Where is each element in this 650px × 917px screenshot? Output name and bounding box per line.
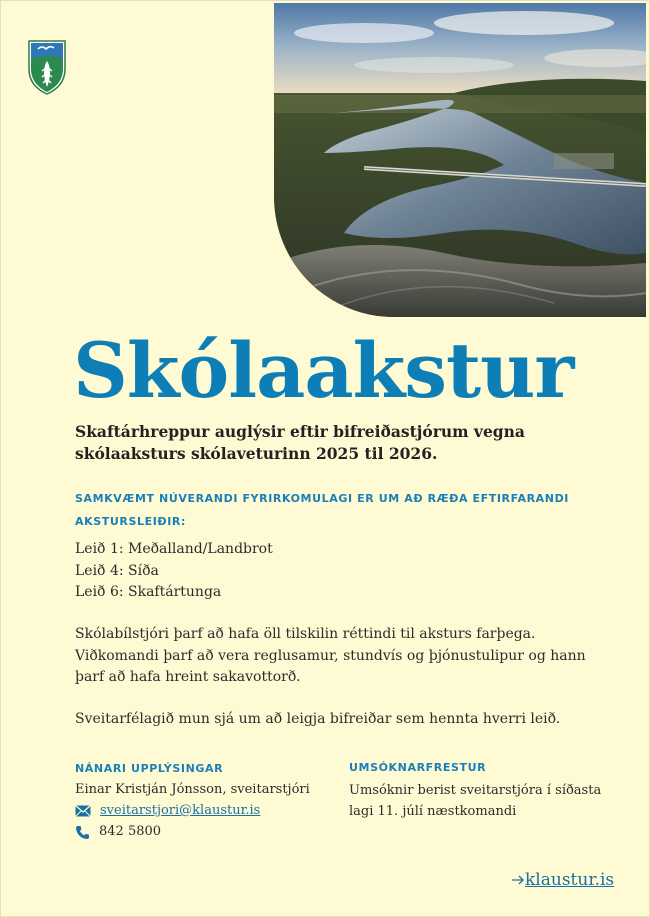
aerial-river-landscape-photo <box>274 3 646 317</box>
phone-icon <box>75 825 90 840</box>
email-link[interactable]: sveitarstjori@klaustur.is <box>100 803 261 818</box>
contact-phone-row <box>75 823 161 841</box>
arrow-right-icon <box>512 875 525 885</box>
envelope-icon <box>75 805 91 817</box>
website-link[interactable] <box>512 868 614 892</box>
route-item: Leið 1: Meðalland/Landbrot <box>75 541 273 557</box>
contact-name: Einar Kristján Jónsson, sveitarstjóri <box>75 782 310 797</box>
skaftarhreppur-crest-icon <box>28 39 66 95</box>
deadline-text: Umsóknir berist sveitarstjóra í síðasta lagi 11. júlí næstkomandi <box>349 783 602 819</box>
contact-email-row <box>75 802 260 820</box>
website-link-text: klaustur.is <box>525 870 615 890</box>
contact-heading: NÁNARI UPPLÝSINGAR <box>75 762 224 775</box>
intro-text: Skaftárhreppur auglýsir eftir bifreiðastjórum vegna skólaaksturs skólaveturinn 2025 til 2026. <box>75 422 525 463</box>
page-title: Skólaakstur <box>73 326 574 415</box>
route-item: Leið 4: Síða <box>75 562 159 579</box>
deadline-heading: UMSÓKNARFRESTUR <box>349 761 487 774</box>
routes-heading: SAMKVÆMT NÚVERANDI FYRIRKOMULAGI ER UM AÐ RÆÐA EFTIRFARANDI AKSTURSLEIÐIR: <box>75 492 570 528</box>
route-item: Leið 6: Skaftártunga <box>75 584 222 600</box>
vehicles-paragraph: Sveitarfélagið mun sjá um að leigja bifreiðar sem hennta hverri leið. <box>75 711 561 727</box>
requirements-paragraph: Skólabílstjóri þarf að hafa öll tilskilin réttindi til aksturs farþega. Viðkomandi þarf að vera reglusamur, stundvís og þjónustulipur og hann þarf að hafa hreint sakavottorð. <box>75 626 586 685</box>
phone-number: 842 5800 <box>99 824 162 839</box>
routes-list <box>75 539 273 604</box>
